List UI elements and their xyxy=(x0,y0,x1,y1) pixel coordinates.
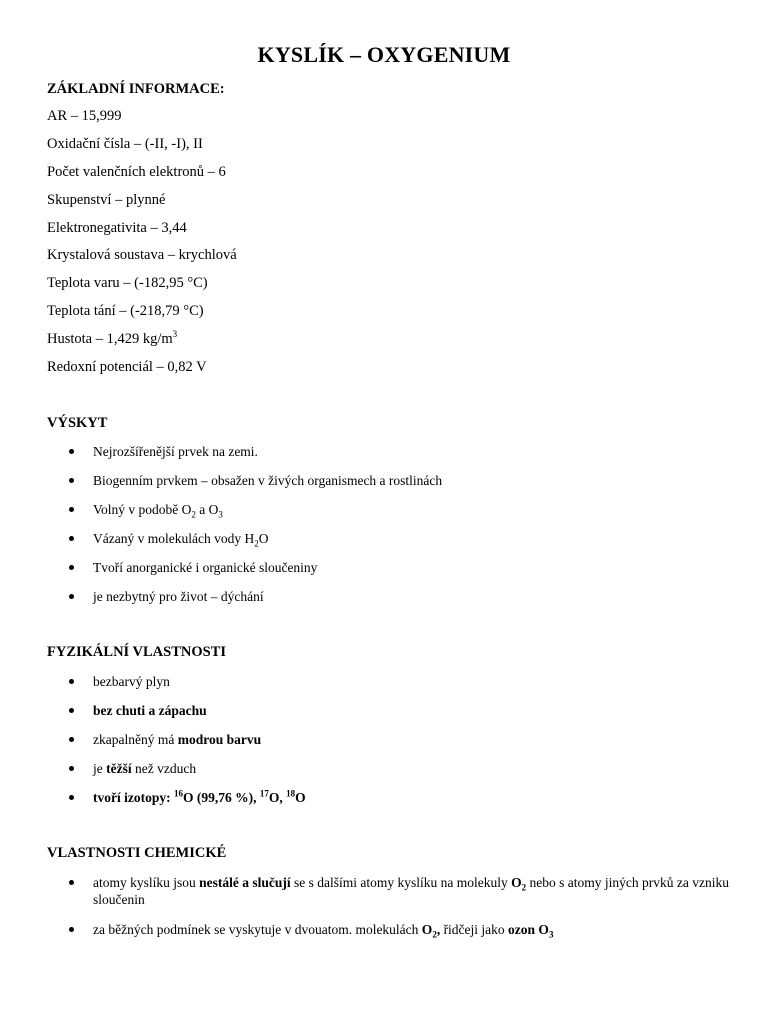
occurrence-list xyxy=(47,443,737,617)
list-item xyxy=(47,530,737,559)
item-text: se s dalšími atomy kyslíku na molekuly xyxy=(290,875,512,890)
list-item xyxy=(47,789,737,818)
item-text: řidčeji jako xyxy=(440,922,509,937)
page-title: KYSLÍK – OXYGENIUM xyxy=(257,42,511,67)
item-text: nebo s atomy jiných prvků za vzniku sloučenin xyxy=(93,875,729,907)
bullet-icon xyxy=(69,507,74,512)
item-text: a O xyxy=(195,502,219,517)
item-text-bold: modrou barvu xyxy=(177,732,262,747)
bullet-icon xyxy=(69,880,74,885)
chemical-list xyxy=(47,874,737,950)
list-item xyxy=(47,702,737,731)
superscript: 18 xyxy=(286,788,296,799)
item-text-bold: ozon O xyxy=(508,922,549,937)
item-text-bold: tvoří izotopy: xyxy=(93,790,174,805)
info-line: Redoxní potenciál – 0,82 V xyxy=(47,359,207,375)
item-text: bezbarvý plyn xyxy=(93,674,170,689)
bullet-icon xyxy=(69,478,74,483)
density-text: Hustota – 1,429 kg/m xyxy=(47,331,173,347)
info-line: Krystalová soustava – krychlová xyxy=(47,247,237,263)
subscript: 3 xyxy=(548,929,554,940)
item-text-bold: O, xyxy=(268,790,287,805)
bullet-icon xyxy=(69,449,74,454)
list-item xyxy=(47,472,737,501)
subscript: 3 xyxy=(218,509,223,520)
item-text: Volný v podobě O xyxy=(93,502,192,517)
item-text-bold: nestálé a slučují xyxy=(199,875,291,890)
subscript: 2 xyxy=(191,509,196,520)
info-line-density xyxy=(47,331,177,348)
subscript: 2 xyxy=(254,538,259,549)
bullet-icon xyxy=(69,679,74,684)
heading-physical: FYZIKÁLNÍ VLASTNOSTI xyxy=(47,644,227,660)
bullet-icon xyxy=(69,766,74,771)
list-item xyxy=(47,588,737,617)
item-text: je nezbytný pro život – dýchání xyxy=(93,589,264,604)
item-text-bold: těžší xyxy=(106,761,132,776)
physical-list xyxy=(47,673,737,818)
info-line: Skupenství – plynné xyxy=(47,192,166,208)
list-item xyxy=(47,673,737,702)
item-text: Tvoří anorganické i organické sloučeniny xyxy=(93,560,318,575)
item-text-bold: O xyxy=(511,875,522,890)
list-item xyxy=(47,443,737,472)
item-text: než vzduch xyxy=(131,761,197,776)
heading-basic-info: ZÁKLADNÍ INFORMACE: xyxy=(47,81,225,97)
item-text-bold: O xyxy=(295,790,306,805)
list-item xyxy=(47,731,737,760)
info-line: AR – 15,999 xyxy=(47,108,122,124)
heading-chemical: VLASTNOSTI CHEMICKÉ xyxy=(47,845,227,861)
superscript: 16 xyxy=(173,788,183,799)
item-text-bold: O (99,76 %), xyxy=(182,790,260,805)
info-line: Oxidační čísla – (-II, -I), II xyxy=(47,136,203,152)
subscript: 2 xyxy=(432,929,437,940)
item-text: je xyxy=(93,761,107,776)
list-item xyxy=(47,921,737,950)
list-item xyxy=(47,874,737,921)
bullet-icon xyxy=(69,795,74,800)
bullet-icon xyxy=(69,708,74,713)
info-line: Teplota tání – (-218,79 °C) xyxy=(47,303,204,319)
item-text-bold: , xyxy=(436,922,441,937)
subscript: 2 xyxy=(521,882,527,893)
item-text-bold: O xyxy=(421,922,433,937)
bullet-icon xyxy=(69,927,74,932)
item-text: Biogenním prvkem – obsažen v živých organismech a rostlinách xyxy=(93,473,443,488)
item-text: zkapalněný má xyxy=(93,732,178,747)
bullet-icon xyxy=(69,594,74,599)
bullet-icon xyxy=(69,536,74,541)
superscript: 17 xyxy=(259,788,269,799)
bullet-icon xyxy=(69,565,74,570)
item-text: O xyxy=(258,531,269,546)
info-line: Počet valenčních elektronů – 6 xyxy=(47,164,226,180)
list-item xyxy=(47,760,737,789)
info-line: Elektronegativita – 3,44 xyxy=(47,220,187,236)
list-item xyxy=(47,559,737,588)
item-text-bold: bez chuti a zápachu xyxy=(93,703,207,718)
list-item xyxy=(47,501,737,530)
info-line: Teplota varu – (-182,95 °C) xyxy=(47,275,208,291)
item-text: Vázaný v molekulách vody H xyxy=(93,531,255,546)
density-exponent: 3 xyxy=(172,329,178,340)
item-text: Nejrozšířenější prvek na zemi. xyxy=(93,444,258,459)
heading-occurrence: VÝSKYT xyxy=(47,415,108,431)
item-text: za běžných podmínek se vyskytuje v dvouatom. molekulách xyxy=(93,922,422,937)
item-text: atomy kyslíku jsou xyxy=(93,875,200,890)
bullet-icon xyxy=(69,737,74,742)
